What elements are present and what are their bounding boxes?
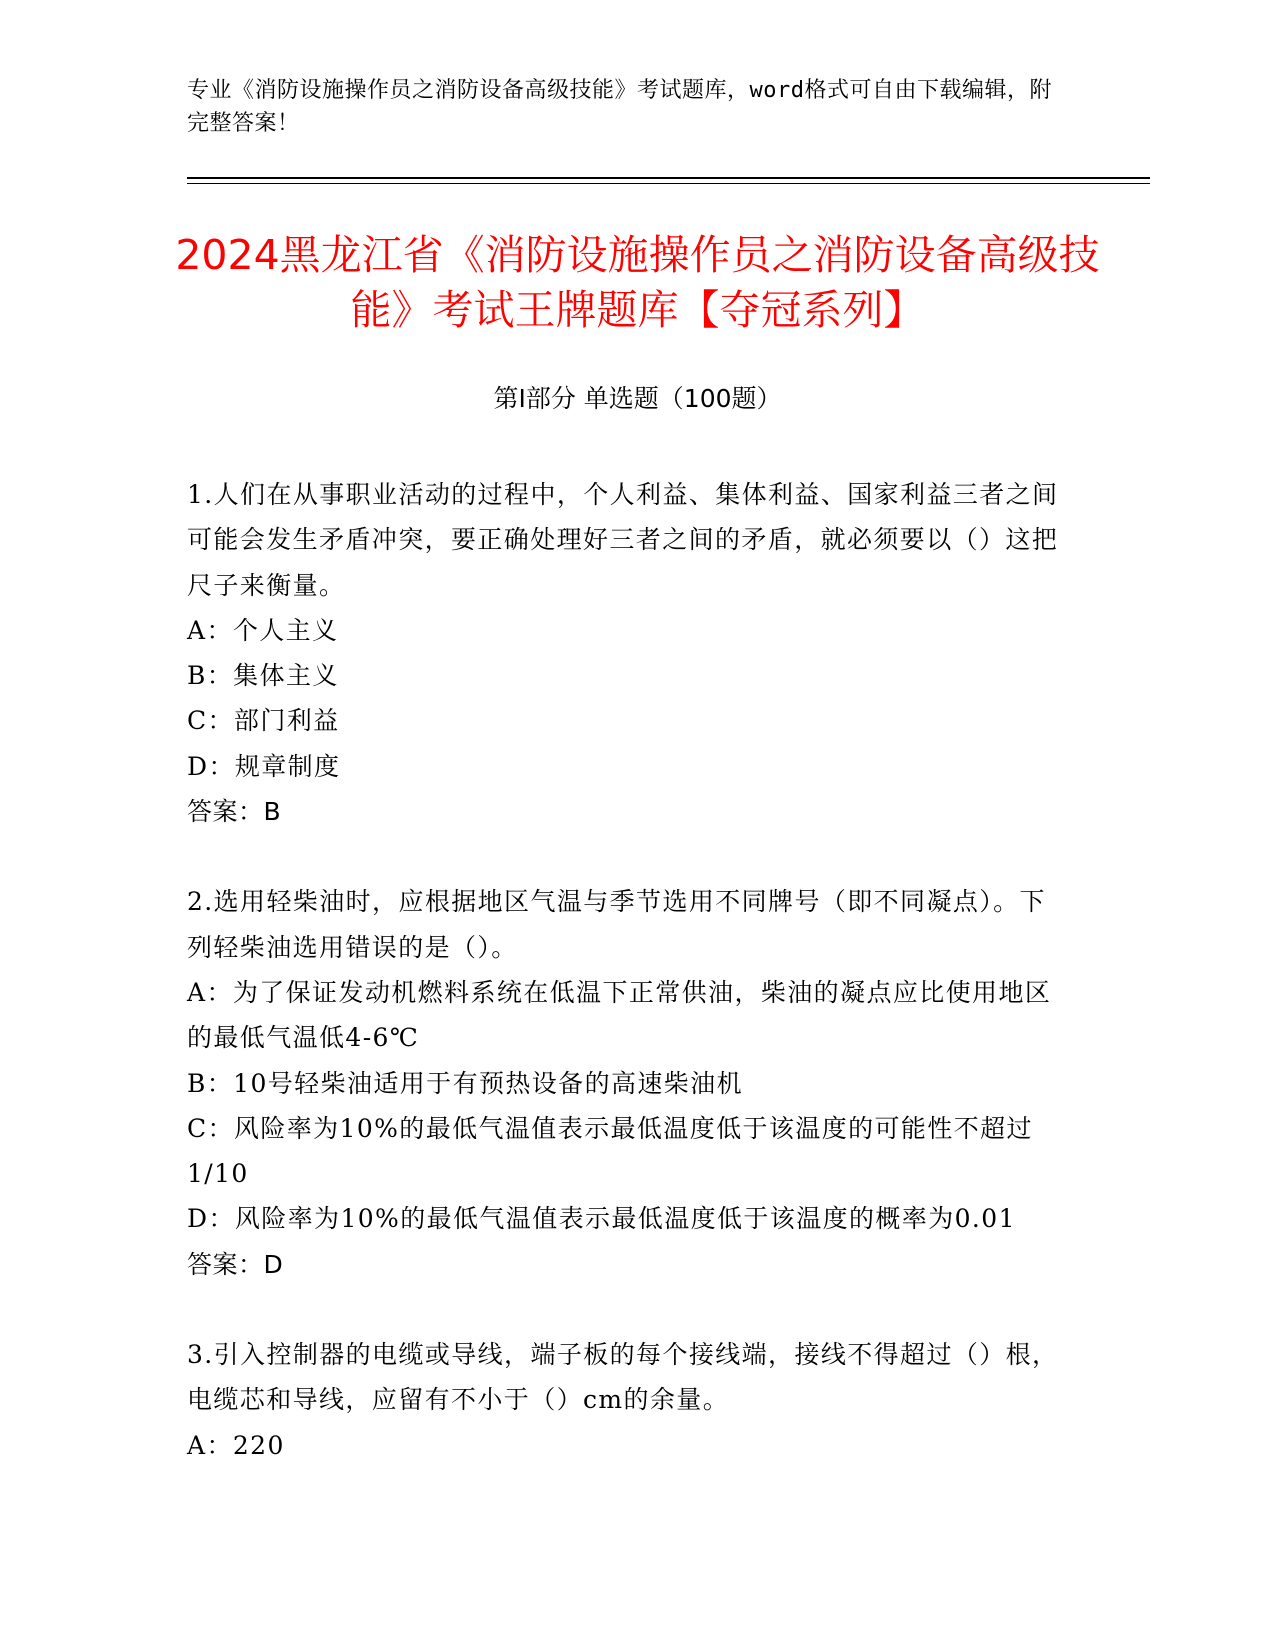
option-b: B：10号轻柴油适用于有预热设备的高速柴油机 xyxy=(187,1068,743,1098)
answer: 答案：B xyxy=(187,797,282,827)
option-c: C：风险率为10%的最低气温值表示最低温度低于该温度的可能性不超过1/10 xyxy=(187,1113,1033,1189)
option-c: C：部门利益 xyxy=(187,706,340,736)
header-rule-thin xyxy=(187,183,1150,184)
header-note: 专业《消防设施操作员之消防设备高级技能》考试题库，word格式可自由下载编辑，附完整答案！ xyxy=(187,78,1052,136)
question-stem: 2.选用轻柴油时，应根据地区气温与季节选用不同牌号（即不同凝点）。下列轻柴油选用错误的是（）。 xyxy=(187,887,1046,962)
section-heading: 第I部分 单选题（100题） xyxy=(493,384,782,413)
question-stem: 1.人们在从事职业活动的过程中，个人利益、集体利益、国家利益三者之间可能会发生矛盾冲突，要正确处理好三者之间的矛盾，就必须要以（）这把尺子来衡量。 xyxy=(187,480,1059,600)
question-list xyxy=(187,472,1067,1513)
document-title: 2024黑龙江省《消防设施操作员之消防设备高级技能》考试王牌题库【夺冠系列】 xyxy=(175,231,1100,334)
option-d: D：风险率为10%的最低气温值表示最低温度低于该温度的概率为0.01 xyxy=(187,1204,1016,1234)
option-a: A：个人主义 xyxy=(187,615,339,645)
answer: 答案：D xyxy=(187,1249,284,1279)
question-3 xyxy=(187,1332,1067,1468)
question-2 xyxy=(187,879,1067,1287)
header-rule-thick xyxy=(187,177,1150,179)
question-1 xyxy=(187,472,1067,834)
question-stem: 3.引入控制器的电缆或导线，端子板的每个接线端，接线不得超过（）根，电缆芯和导线，应留有不小于（）cm的余量。 xyxy=(187,1340,1059,1415)
option-a: A：220 xyxy=(187,1430,285,1460)
option-b: B：集体主义 xyxy=(187,661,339,691)
option-a: A：为了保证发动机燃料系统在低温下正常供油，柴油的凝点应比使用地区的最低气温低4-6℃ xyxy=(187,977,1052,1053)
option-d: D：规章制度 xyxy=(187,751,341,781)
